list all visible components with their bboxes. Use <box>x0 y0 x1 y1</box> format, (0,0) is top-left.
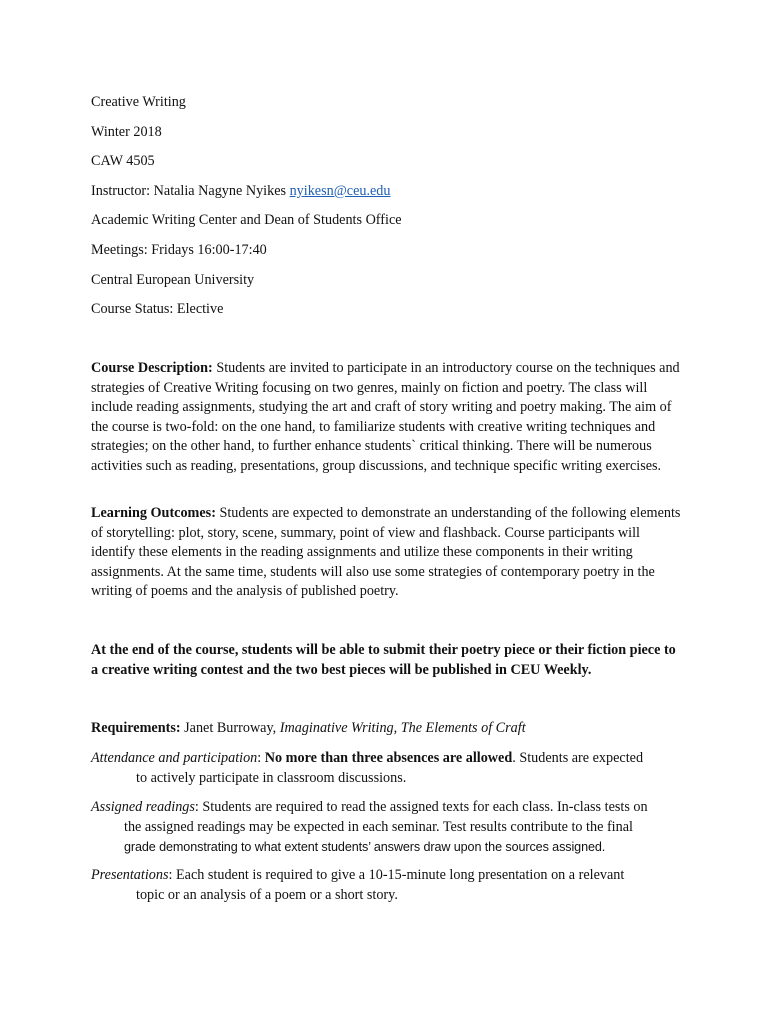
requirements <box>91 718 526 738</box>
attendance-item: Attendance and participation: No more than three absences are allowed. Students are expected to actively participate in classroom discussions. <box>91 748 683 788</box>
university: Central European University <box>91 272 255 288</box>
course-status: Course Status: Elective <box>91 301 224 317</box>
meetings: Meetings: Fridays 16:00-17:40 <box>91 242 267 258</box>
contest-note: At the end of the course, students will be able to submit their poetry piece or their fiction piece to a creative writing contest and the two best pieces will be published in CEU Weekly. <box>91 642 676 678</box>
presentations-text-1: : Each student is required to give a 10-15-minute long presentation on a relevant <box>168 867 625 883</box>
attendance-label: Attendance and participation <box>91 750 258 766</box>
presentations-label: Presentations <box>91 867 169 883</box>
attendance-rule: No more than three absences are allowed <box>264 750 513 766</box>
instructor-email-link[interactable]: nyikesn@ceu.edu <box>289 183 391 199</box>
course-description <box>91 359 683 476</box>
requirements-label: Requirements: <box>91 720 181 736</box>
learning-outcomes-label: Learning Outcomes: <box>91 505 216 521</box>
learning-outcomes <box>91 504 683 602</box>
course-term: Winter 2018 <box>91 124 162 140</box>
readings-item <box>91 797 683 857</box>
instructor-line <box>91 181 391 201</box>
attendance-text-1: . Students are expected <box>512 750 644 766</box>
requirements-book: Imaginative Writing, The Elements of Craft <box>279 720 526 736</box>
course-title: Creative Writing <box>91 94 186 110</box>
course-code: CAW 4505 <box>91 153 155 169</box>
course-description-label: Course Description: <box>91 360 213 376</box>
readings-text-1: : Students are required to read the assigned texts for each class. In-class tests on <box>194 799 648 815</box>
presentations-item <box>91 865 683 905</box>
learning-outcomes-text: Students are expected to demonstrate an understanding of the following elements of storytelling: plot, story, scene, summary, point of view and flashback. Course participants will identify these elements in the reading assignments and utilize these components in their writing assignments. At the same time, students will also use some strategies of contemporary poetry in the writing of poems and the analysis of published poetry. <box>91 505 681 599</box>
attendance-text-2: to actively participate in classroom discussions. <box>136 770 407 786</box>
readings-label: Assigned readings <box>91 799 195 815</box>
requirements-author: Janet Burroway, <box>184 720 277 736</box>
course-description-text: Students are invited to participate in an introductory course on the techniques and strategies of Creative Writing focusing on two genres, mainly on fiction and poetry. The class will include reading assignments, studying the art and craft of story writing and poetry making. The aim of the course is two-fold: on the one hand, to familiarize students with creative writing techniques and strategies; on the other hand, to further enhance students` critical thinking. There will be numerous activities such as reading, presentations, group discussions, and technique specific writing exercises. <box>91 360 680 474</box>
readings-text-2: the assigned readings may be expected in each seminar. Test results contribute to the final <box>124 819 633 835</box>
instructor-name: Instructor: Natalia Nagyne Nyikes <box>91 183 287 199</box>
readings-text-3: grade demonstrating to what extent students’ answers draw upon the sources assigned. <box>124 840 606 854</box>
presentations-text-2: topic or an analysis of a poem or a short story. <box>136 887 398 903</box>
department: Academic Writing Center and Dean of Students Office <box>91 212 402 228</box>
